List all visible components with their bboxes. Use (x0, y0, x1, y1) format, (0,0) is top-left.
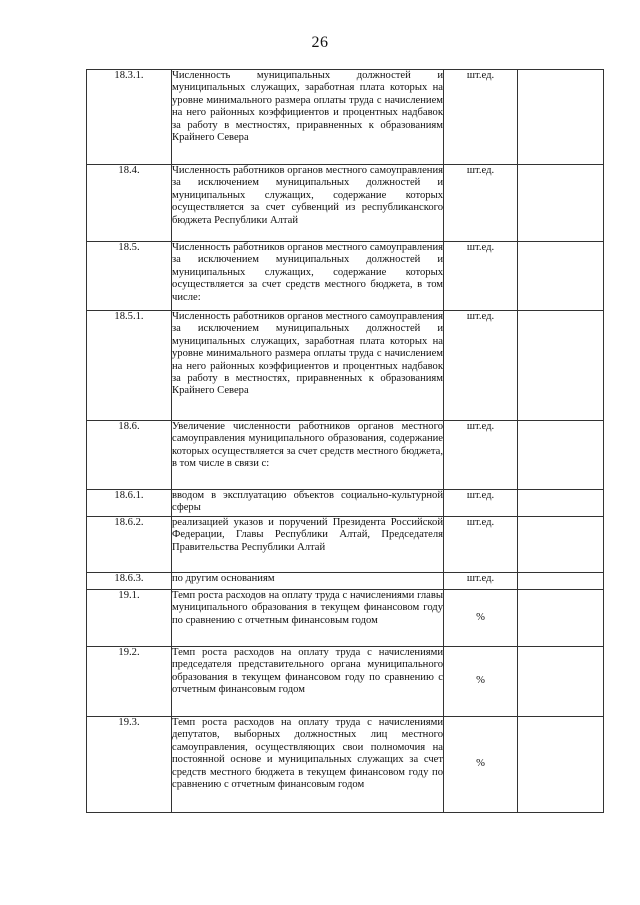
row-value (518, 573, 604, 590)
row-unit: шт.ед. (444, 165, 518, 242)
table-row (87, 517, 604, 573)
row-value (518, 165, 604, 242)
row-number: 18.6.1. (87, 490, 172, 517)
table-row (87, 242, 604, 311)
row-value (518, 311, 604, 421)
row-value (518, 647, 604, 717)
table-row (87, 421, 604, 490)
table-row (87, 717, 604, 813)
row-number: 18.5. (87, 242, 172, 311)
row-value (518, 70, 604, 165)
row-description: Темп роста расходов на оплату труда с начислениями председателя представительного органа муниципального образования в текущем финансовом году по сравнению с отчетным финансовым годом (172, 647, 444, 717)
table-row (87, 311, 604, 421)
row-number: 18.6. (87, 421, 172, 490)
row-description: Увеличение численности работников органов местного самоуправления муниципального образования, содержание которых осуществляется за счет средств местного бюджета, в том числе в связи с: (172, 421, 444, 490)
row-number: 18.4. (87, 165, 172, 242)
row-unit: шт.ед. (444, 573, 518, 590)
row-unit: шт.ед. (444, 242, 518, 311)
row-number: 18.3.1. (87, 70, 172, 165)
row-unit: % (444, 717, 518, 813)
row-unit: шт.ед. (444, 490, 518, 517)
row-number: 18.6.3. (87, 573, 172, 590)
table-row (87, 70, 604, 165)
row-description: Темп роста расходов на оплату труда с начислениями главы муниципального образования в текущем финансовом году по сравнению с отчетным финансовым годом (172, 590, 444, 647)
row-value (518, 421, 604, 490)
row-description: Темп роста расходов на оплату труда с начислениями депутатов, выборных должностных лиц местного самоуправления, осуществляющих свои полномочия на постоянной основе и муниципальных служащих за счет средств местного бюджета в текущем финансовом году по сравнению с отчетным финансовым годом (172, 717, 444, 813)
row-value (518, 517, 604, 573)
row-description: Численность работников органов местного самоуправления за исключением муниципальных должностей и муниципальных служащих, содержание которых осуществляется за счет субвенций из республиканского бюджета Республики Алтай (172, 165, 444, 242)
row-number: 18.6.2. (87, 517, 172, 573)
row-description: по другим основаниям (172, 573, 444, 590)
row-unit: шт.ед. (444, 311, 518, 421)
row-description: реализацией указов и поручений Президента Российской Федерации, Главы Республики Алтай, Председателя Правительства Республики Алтай (172, 517, 444, 573)
row-description: вводом в эксплуатацию объектов социально-культурной сферы (172, 490, 444, 517)
row-description: Численность работников органов местного самоуправления за исключением муниципальных должностей и муниципальных служащих, содержание которых осуществляется за счет средств местного бюджета, в том числе: (172, 242, 444, 311)
table-row (87, 165, 604, 242)
table-row (87, 490, 604, 517)
table-row (87, 573, 604, 590)
row-value (518, 490, 604, 517)
row-unit: % (444, 647, 518, 717)
row-value (518, 590, 604, 647)
row-description: Численность муниципальных должностей и муниципальных служащих, заработная плата которых на уровне минимального размера оплаты труда с начислением на него районных коэффициентов и процентных надбавок за работу в местностях, приравненных к образованиям Крайнего Севера (172, 70, 444, 165)
row-number: 18.5.1. (87, 311, 172, 421)
row-unit: шт.ед. (444, 517, 518, 573)
row-value (518, 242, 604, 311)
row-unit: шт.ед. (444, 421, 518, 490)
page-number: 26 (311, 34, 329, 51)
row-number: 19.1. (87, 590, 172, 647)
row-value (518, 717, 604, 813)
indicators-table (86, 69, 604, 813)
table-row (87, 590, 604, 647)
row-unit: % (444, 590, 518, 647)
row-number: 19.2. (87, 647, 172, 717)
row-number: 19.3. (87, 717, 172, 813)
row-unit: шт.ед. (444, 70, 518, 165)
table-row (87, 647, 604, 717)
row-description: Численность работников органов местного самоуправления за исключением муниципальных должностей и муниципальных служащих, заработная плата которых на уровне минимального размера оплаты труда с начислением на него районных коэффициентов и процентных надбавок за работу в местностях, приравненных к образованиям Крайнего Севера (172, 311, 444, 421)
